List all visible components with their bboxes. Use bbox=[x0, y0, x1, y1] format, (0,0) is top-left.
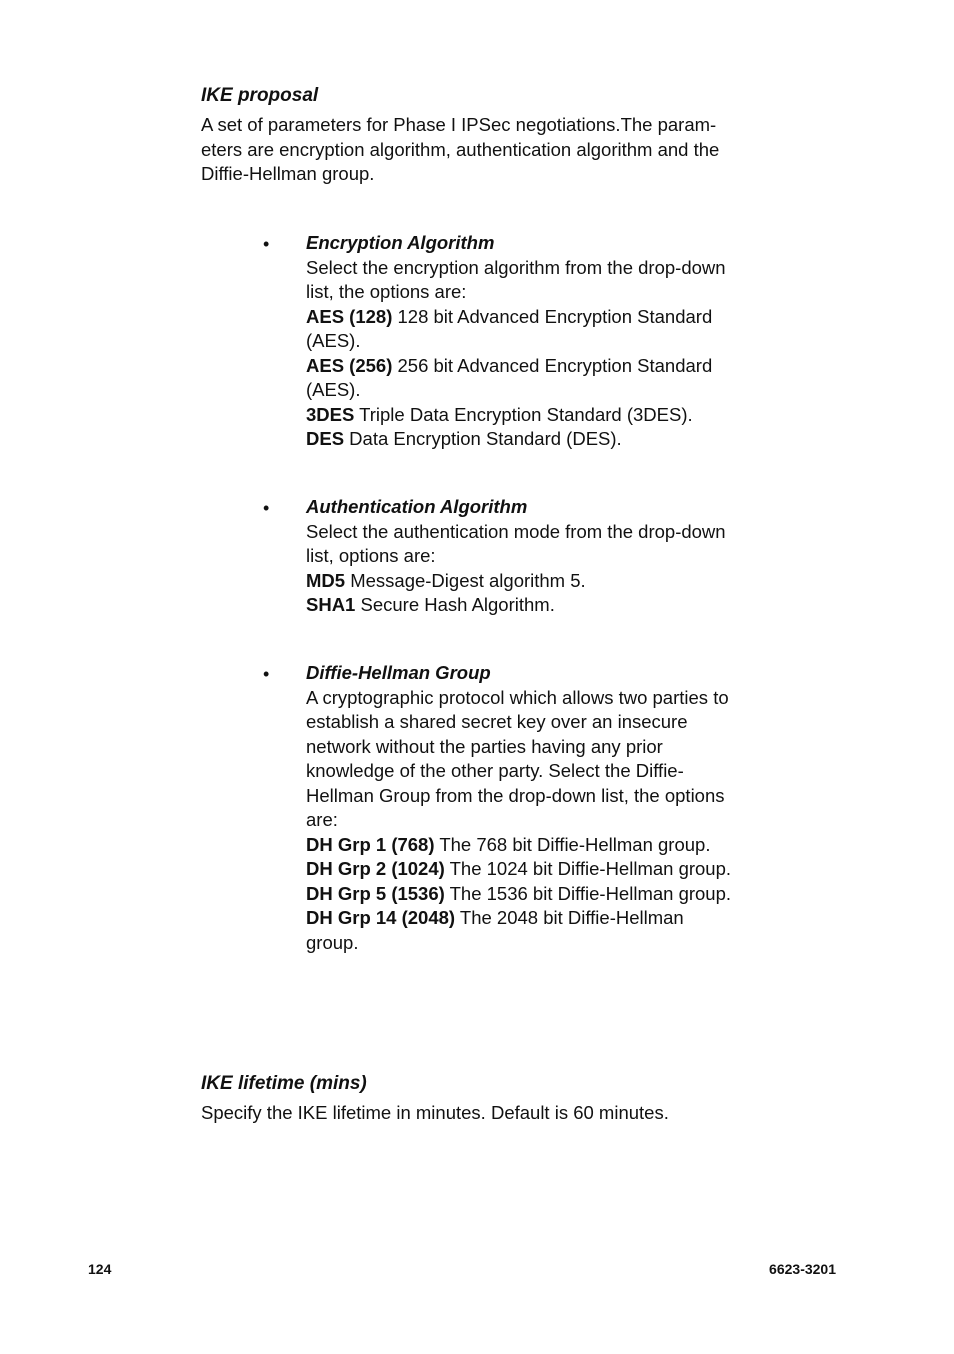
dh-group-option bbox=[306, 882, 736, 907]
encryption-algorithm-item bbox=[306, 231, 736, 452]
ike-lifetime-text: Specify the IKE lifetime in minutes. Default is 60 minutes. bbox=[201, 1102, 669, 1123]
dh-group-desc: A cryptographic protocol which allows two parties to establish a shared secret key over an insecure network without the parties having any prior knowledge of the other party. Select the Diffie-Hellman Group from the drop-down list, the options are: bbox=[306, 686, 729, 830]
authentication-algorithm-title: Authentication Algorithm bbox=[306, 496, 528, 517]
ike-lifetime-heading: IKE lifetime (mins) bbox=[201, 1073, 367, 1094]
option-name: DH Grp 5 (1536) bbox=[306, 882, 445, 904]
option-name: DH Grp 2 (1024) bbox=[306, 858, 445, 879]
dh-group-title: Diffie-Hellman Group bbox=[306, 662, 491, 683]
encryption-option bbox=[306, 427, 736, 452]
encryption-algorithm-desc: Select the encryption algorithm from the drop-down list, the options are: bbox=[306, 256, 726, 302]
option-name: MD5 bbox=[306, 569, 346, 591]
document-number: 6623-3201 bbox=[769, 1261, 836, 1277]
option-text: Data Encryption Standard (DES). bbox=[344, 428, 622, 449]
option-name: DH Grp 14 (2048) bbox=[306, 907, 456, 928]
option-text: Secure Hash Algorithm. bbox=[355, 594, 555, 615]
option-name: DES bbox=[306, 428, 345, 449]
option-text: The 1024 bit Diffie-Hellman group. bbox=[444, 858, 732, 879]
option-text: The 768 bit Diffie-Hellman group. bbox=[434, 833, 711, 855]
option-text: 256 bit Advanced Encryption Standard (AES). bbox=[306, 354, 713, 400]
authentication-option bbox=[306, 569, 736, 594]
dh-group-option bbox=[306, 857, 736, 882]
bullet-dh-group: • bbox=[263, 664, 270, 684]
option-text: The 2048 bit Diffie-Hellman group. bbox=[306, 907, 684, 953]
authentication-algorithm-item bbox=[306, 495, 736, 618]
dh-group-option bbox=[306, 906, 736, 955]
bullet-authentication: • bbox=[263, 498, 270, 518]
encryption-option bbox=[306, 305, 736, 354]
ike-proposal-text: A set of parameters for Phase I IPSec negotiations.The param-eters are encryption algorithm, authentication algorithm and the Diffie-Hellman group. bbox=[201, 114, 720, 184]
option-text: The 1536 bit Diffie-Hellman group. bbox=[444, 882, 732, 904]
dh-group-item bbox=[306, 661, 736, 955]
option-name: AES (128) bbox=[306, 305, 393, 327]
option-name: SHA1 bbox=[306, 594, 356, 615]
dh-group-option bbox=[306, 833, 736, 858]
option-text: Message-Digest algorithm 5. bbox=[345, 569, 586, 591]
option-name: AES (256) bbox=[306, 354, 393, 376]
encryption-algorithm-title: Encryption Algorithm bbox=[306, 232, 495, 253]
page-number: 124 bbox=[88, 1261, 112, 1277]
option-name: DH Grp 1 (768) bbox=[306, 833, 435, 855]
option-text: 128 bit Advanced Encryption Standard (AES). bbox=[306, 305, 713, 351]
option-name: 3DES bbox=[306, 403, 355, 425]
option-text: Triple Data Encryption Standard (3DES). bbox=[354, 403, 693, 425]
encryption-option bbox=[306, 403, 736, 428]
encryption-option bbox=[306, 354, 736, 403]
ike-proposal-heading: IKE proposal bbox=[201, 85, 319, 106]
authentication-algorithm-desc: Select the authentication mode from the drop-down list, options are: bbox=[306, 520, 726, 566]
authentication-option bbox=[306, 593, 736, 618]
bullet-encryption: • bbox=[263, 234, 270, 254]
